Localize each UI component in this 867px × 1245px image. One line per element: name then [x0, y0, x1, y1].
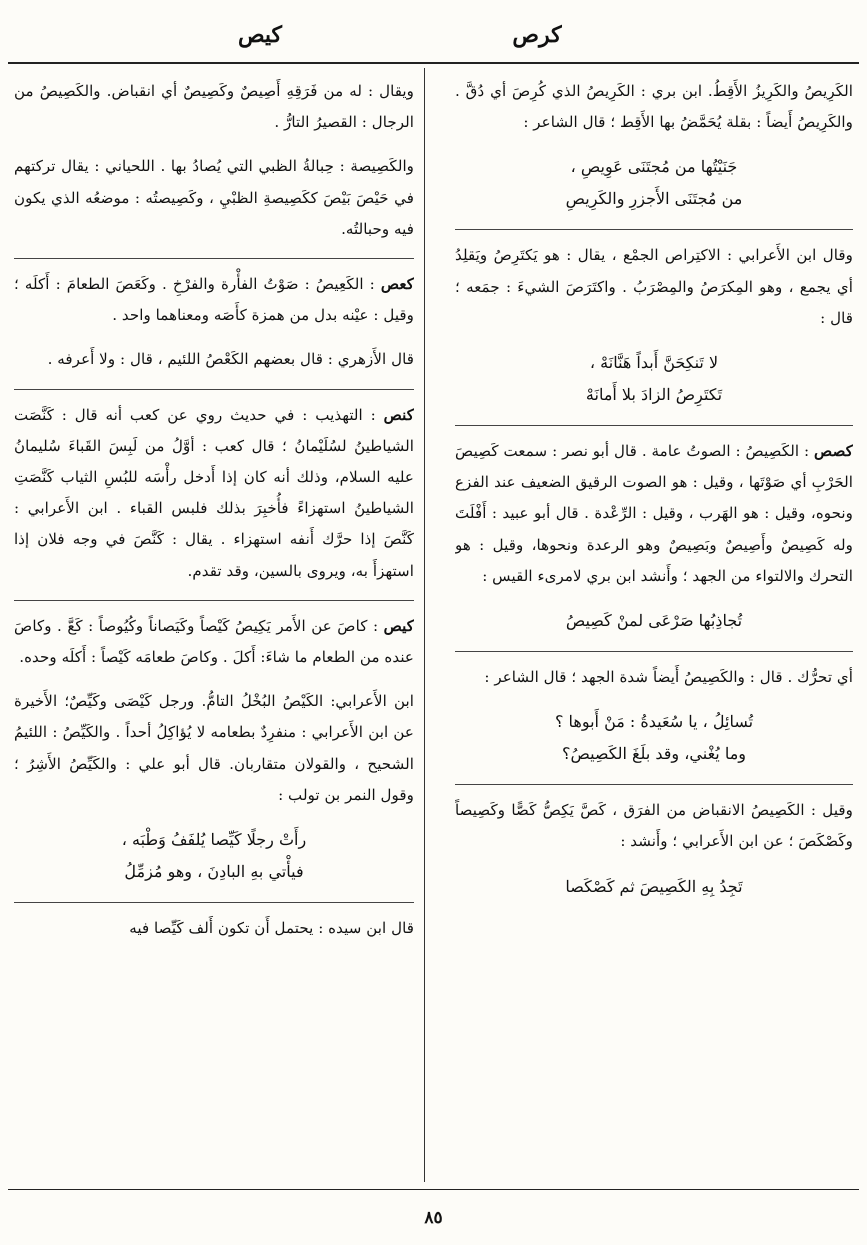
verse-line: فيأْتي بهِ البادِنَ ، وهو مُزمِّلُ [124, 862, 304, 882]
entry-paragraph: قال ابن سيده : يحتمل أَن تكون أَلف كَيِّصا فيه [129, 919, 414, 938]
section-separator [14, 258, 414, 259]
verse-block [455, 706, 853, 770]
section-separator [455, 425, 853, 426]
entry-paragraph: ويقال : له من فَرَقِهِ أَصِيصٌ وكَصِيصٌ أي انقباض. والكَصِيصُ من الرجال : القصيرُ التارُّ . [14, 82, 414, 132]
verse-line: رأَتْ رجلًا كَيِّصا يُلفَفُ وَطْبَه ، [121, 830, 307, 850]
verse-block [14, 824, 414, 888]
root-heading: كصص [813, 442, 853, 461]
right-column [455, 76, 853, 1184]
verse-line: تُسائِلُ ، يا سُعَيدةُ : مَنْ أَبوها ؟ [554, 712, 754, 732]
entry-paragraph: والكَصِيصة : حِبالةُ الظبي التي يُصادُ بها . اللحياني : يقال تركتهم في حَيْصَ بَيْصَ ككَصِيصةِ الظبْيِ ، وكَصِيصتُه : موضعُه الذي يكون فيه وحبالتُه. [14, 157, 414, 238]
verse-line: لا تَنكِحَنَّ أَبداً هَنَّانَهْ ، [589, 353, 719, 373]
entry-paragraph: الكَرِيصُ والكَرِيزُ الأَقِطُ. ابن بري : الكَرِيصُ الذي كُرِصَ أي دُقَّ . والكَرِيصُ أَيضاً : بقلة يُحَمَّضُ بها الأَقِط ؛ قال الشاعر : [455, 82, 853, 132]
entry-kas [14, 269, 414, 331]
running-head-left: كيص [237, 22, 283, 48]
entry-paragraph: وقال ابن الأَعرابي : الاكتِراص الجمْع ، يقال : هو يَكتَرِصُ ويَقلِدُ أي يجمع ، وهو المِكرَصُ والمِصْرَبُ . واكتَرَصَ الشيءَ : جمَعه ؛ قال : [455, 246, 853, 327]
root-heading: كعص [380, 275, 414, 294]
entry-text: : التهذيب : في حديث روي عن كعب أنه قال : كَنَّصَت الشياطينُ لسُلَيْمانُ ؛ قال كعب : أوَّلُ من لَبِسَ القَباءَ سُليمانُ عليه السلام، وذلك أنه كان إذا أَدخل رأْسَه للبُسِ الثياب كَنَّصَتِ الشياطينُ استهزاءً فأُخبِرَ بذلك فلبس القباء . ابن الأَعرابي : كَنَّصَ إذا حرَّك أَنفه استهزاء . يقال : كَنَّصَ في وجه فلان إذا استهزأَ به، ويروى بالسين، وقد تقدم. [14, 405, 414, 580]
left-column [14, 76, 414, 1184]
verse-block [455, 871, 853, 903]
section-separator [455, 229, 853, 230]
section-separator [14, 389, 414, 390]
section-separator [455, 784, 853, 785]
section-separator [14, 600, 414, 601]
verse-line: من مُجتَنَى الأَجزرِ والكَرِيصِ [565, 189, 743, 209]
root-heading: كنص [383, 405, 414, 424]
entry-kss [455, 436, 853, 592]
entry-text: : الكَعِيصُ : صَوْتُ الفأْرة والفرْخِ . وكَعَصَ الطعامَ : أَكلَه ؛ وقيل : عيْنه بدل من همزة كأَصَه ومعناهما واحد . [14, 275, 414, 325]
verse-line: جَنَيْتُها من مُجتَنَى عَوِيصِ ، [570, 157, 738, 177]
verse-block [455, 347, 853, 411]
root-heading: كيص [383, 616, 414, 635]
page-number: ٨٥ [424, 1208, 443, 1228]
entry-paragraph: وقيل : الكَصِيصُ الانقباض من الفرَق ، كَصَّ يَكِصُّ كَصًّا وكَصِيصاً وكَصْكَصَ ؛ عن ابن الأَعرابي ؛ وأَنشد : [455, 801, 853, 851]
entry-text: : كاصَ عن الأَمر يَكِيصُ كَيْصاً وكَيَصاناً وكُيُوصاً : كَعَّ . وكاصَ عنده من الطعام ما شاءَ: أَكلَ . وكاصَ طعامَه كَيْصاً : أَكلَه وحده. [14, 616, 414, 667]
verse-line: تَكتَرِصُ الزادَ بلا أَمانَهْ [585, 385, 723, 405]
verse-block [455, 151, 853, 215]
section-separator [455, 651, 853, 652]
entry-paragraph: ابن الأَعرابي: الكَيْصُ البُخْلُ التامُّ. ورجل كَيْصَى وكَيِّصٌ؛ الأَخيرة عن ابن الأَعرابي : منفرِدٌ بطعامه لا يُؤاكِلُ أحداً . والكَيِّصُ : اللئيمُ الشحيح ، والقولان متقاربان. قال أبو علي : والكَيِّصُ الأَشِرُ ؛ وقول النمر بن تولب : [14, 692, 414, 804]
entry-paragraph: أي تحرُّك . قال : والكَصِيصُ أَيضاً شدة الجهد ؛ قال الشاعر : [484, 668, 853, 687]
verse-line: وما يُغْني، وقد بلَغَ الكَصِيصُ؟ [561, 744, 746, 764]
section-separator [14, 902, 414, 903]
entry-kys [14, 611, 414, 673]
column-divider [424, 68, 425, 1182]
verse-block [455, 605, 853, 637]
entry-text: : الكَصِيصُ : الصوتُ عامة . قال أبو نصر : سمعت كَصِيصَ الحَرْبِ أي صَوْتَها ، وقيل : هو الصوت الرقيق الضعيف عند الفزع ونحوه، وقيل : هو الهَرب ، وقيل : الرِّعْدة . قال أبو عبيد : أَفْلَتَ وله كَصِيصٌ وأَصِيصٌ وبَصِيصٌ وهو الرعدة ونحوها، وقيل : هو التحرك والالتواء من الجهد ؛ وأَنشد ابن بري لامرىء القيس : [455, 442, 853, 585]
entry-kns [14, 400, 414, 587]
header-rule [8, 62, 859, 64]
verse-line: تَجِدُ بِهِ الكَصِيصَ ثم كَصْكَصا [565, 876, 743, 896]
footer-rule [8, 1189, 859, 1190]
entry-paragraph: قال الأَزهري : قال بعضهم الكَعْصُ اللئيم ، قال : ولا أَعرفه . [47, 350, 414, 369]
verse-line: تُجاذِبُها صَرْعَى لمنْ كَصِيصُ [565, 611, 743, 631]
running-head-right: كرص [512, 22, 562, 48]
